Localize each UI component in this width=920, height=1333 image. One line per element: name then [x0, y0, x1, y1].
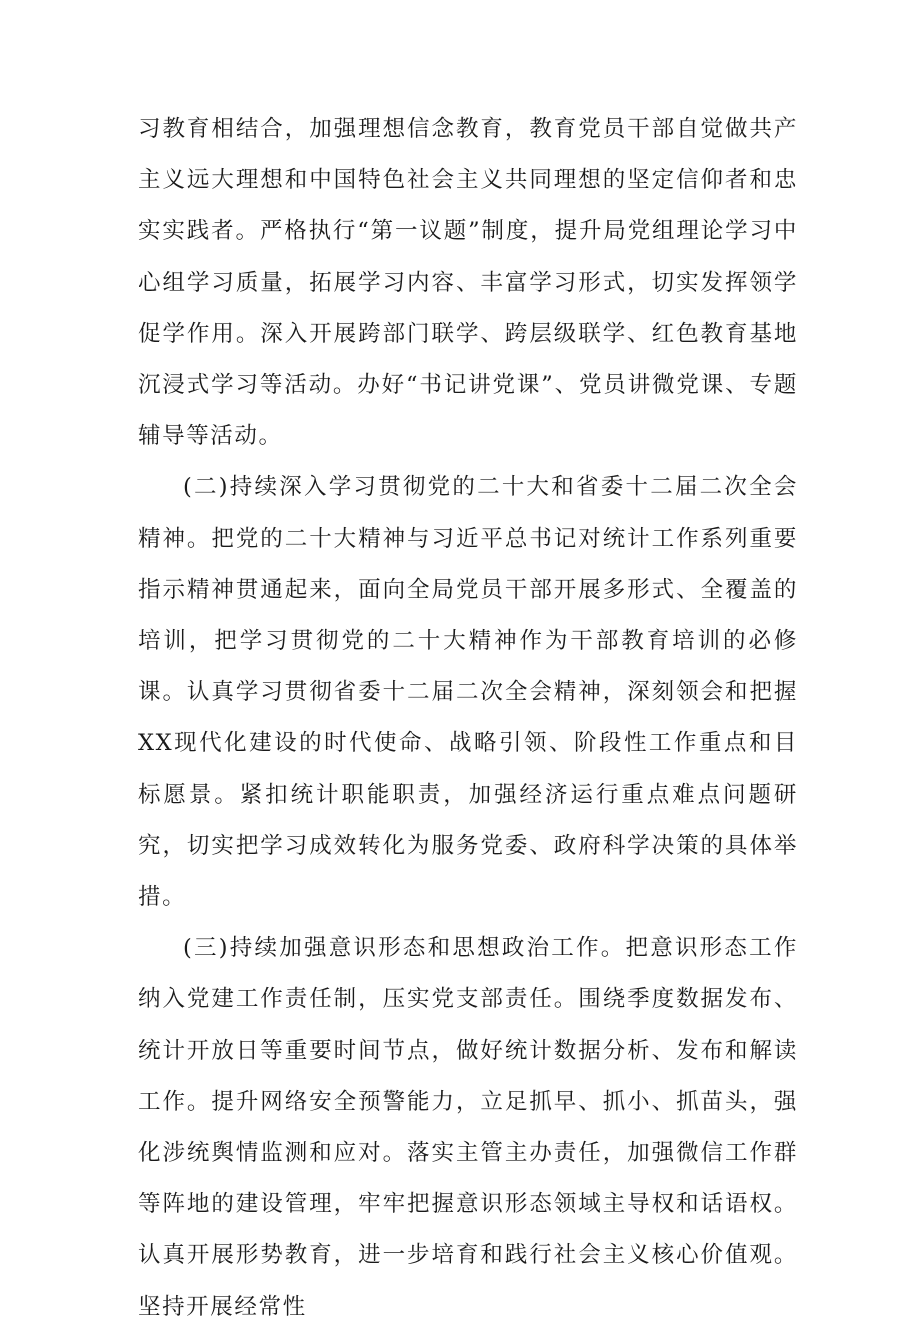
paragraph-continuation: 习教育相结合，加强理想信念教育，教育党员干部自觉做共产主义远大理想和中国特色社会主义共同理想的坚定信仰者和忠实实践者。严格执行“第一议题”制度，提升局党组理论学习中心组学习质量，拓展学习内容、丰富学习形式，切实发挥领学促学作用。深入开展跨部门联学、跨层级联学、红色教育基地沉浸式学习等活动。办好“书记讲党课”、党员讲微党课、专题辅导等活动。 [138, 116, 798, 450]
body-text [138, 104, 798, 1333]
paragraph-section-2: (二)持续深入学习贯彻党的二十大和省委十二届二次全会精神。把党的二十大精神与习近平总书记对统计工作系列重要指示精神贯通起来，面向全局党员干部开展多形式、全覆盖的培训，把学习贯彻党的二十大精神作为干部教育培训的必修课。认真学习贯彻省委十二届二次全会精神，深刻领会和把握XX现代化建设的时代使命、战略引领、阶段性工作重点和目标愿景。紧扣统计职能职责，加强经济运行重点难点问题研究，切实把学习成效转化为服务党委、政府科学决策的具体举措。 [138, 474, 798, 911]
paragraph-section-3: (三)持续加强意识形态和思想政治工作。把意识形态工作纳入党建工作责任制，压实党支部责任。围绕季度数据发布、统计开放日等重要时间节点，做好统计数据分析、发布和解读工作。提升网络安全预警能力，立足抓早、抓小、抓苗头，强化涉统舆情监测和应对。落实主管主办责任，加强微信工作群等阵地的建设管理，牢牢把握意识形态领域主导权和话语权。认真开展形势教育，进一步培育和践行社会主义核心价值观。坚持开展经常性 [138, 935, 798, 1320]
